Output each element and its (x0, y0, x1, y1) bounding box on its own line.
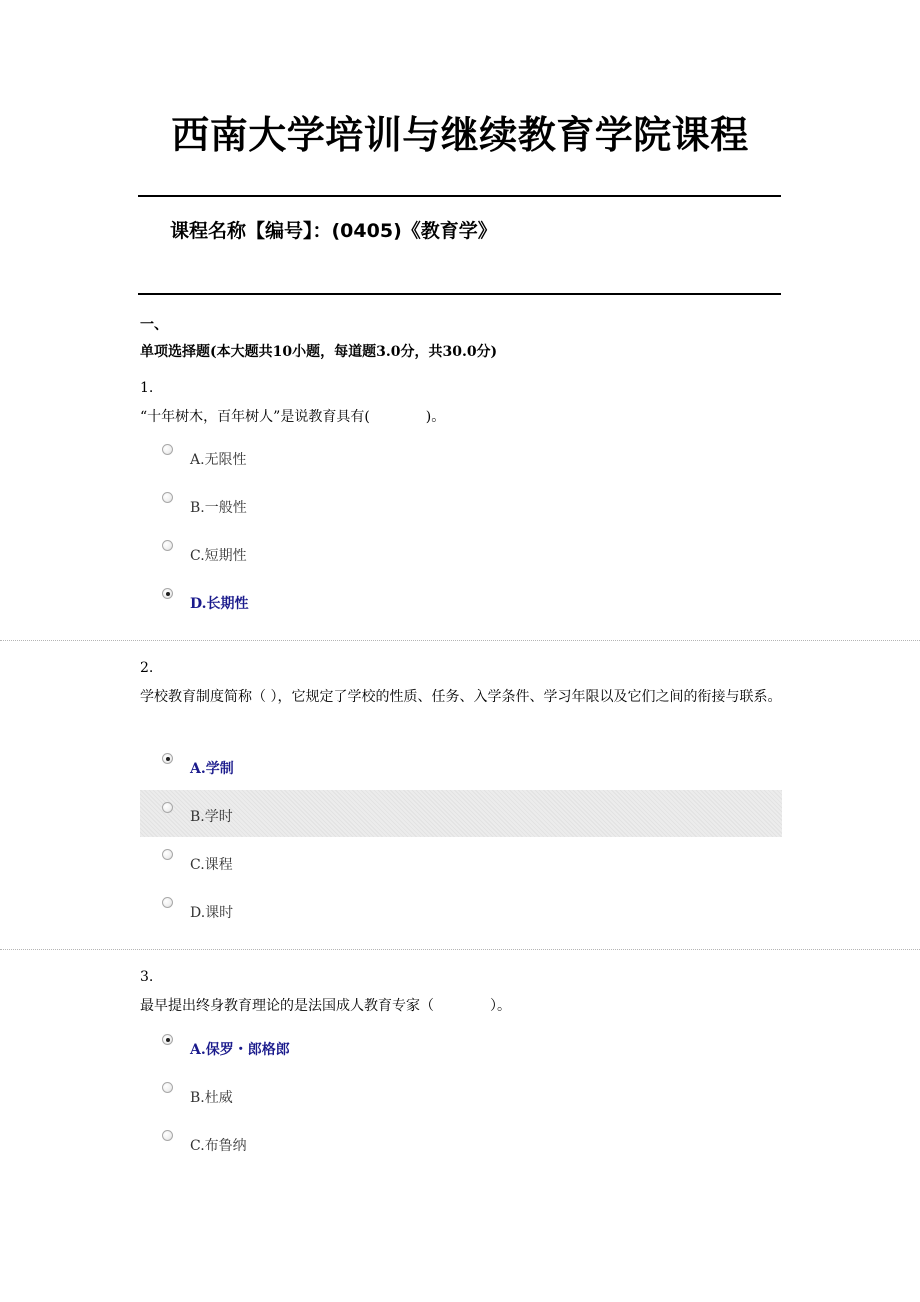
question-text: “十年树木，百年树人”是说教育具有( )。 (140, 409, 446, 425)
option-label: A.无限性 (190, 452, 247, 468)
radio-button[interactable] (162, 1130, 173, 1141)
option-label: A.学制 (190, 761, 234, 777)
answer-option[interactable] (140, 843, 782, 889)
title-divider (138, 195, 781, 197)
answer-option[interactable] (140, 1124, 782, 1170)
course-divider (138, 293, 781, 295)
answer-option[interactable] (140, 438, 782, 484)
question-text: 学校教育制度简称（ ），它规定了学校的性质、任务、入学条件、学习年限以及它们之间的衔接与联系。 (140, 689, 782, 705)
option-label: C.短期性 (190, 548, 247, 564)
question-text: 最早提出终身教育理论的是法国成人教育专家（ ）。 (140, 998, 511, 1014)
answer-option[interactable] (140, 582, 782, 628)
radio-button-checked[interactable] (162, 753, 173, 764)
option-label: D.长期性 (190, 596, 249, 612)
answer-option[interactable] (140, 891, 782, 937)
radio-button[interactable] (162, 540, 173, 551)
answer-option[interactable] (140, 1028, 782, 1074)
answer-option[interactable] (140, 534, 782, 580)
option-label: D.课时 (190, 905, 234, 921)
document-title: 西南大学培训与继续教育学院课程 (171, 113, 749, 157)
option-label: B.杜威 (190, 1090, 233, 1106)
answer-option[interactable] (140, 747, 782, 793)
question-number: 3. (140, 969, 154, 985)
question-number: 1. (140, 380, 154, 396)
option-label: B.一般性 (190, 500, 247, 516)
answer-option[interactable] (140, 486, 782, 532)
radio-button-checked[interactable] (162, 1034, 173, 1045)
radio-button[interactable] (162, 1082, 173, 1093)
option-label: B.学时 (190, 809, 233, 825)
answer-option[interactable] (140, 1076, 782, 1122)
radio-button[interactable] (162, 897, 173, 908)
option-label: A.保罗・郎格郎 (190, 1042, 290, 1058)
radio-button[interactable] (162, 802, 173, 813)
radio-button-checked[interactable] (162, 588, 173, 599)
course-name-heading: 课程名称【编号】：(0405)《教育学》 (170, 220, 497, 242)
radio-button[interactable] (162, 492, 173, 503)
answer-option-hovered[interactable] (140, 790, 782, 837)
section-number: 一、 (140, 317, 168, 333)
question-separator (0, 949, 920, 950)
radio-button[interactable] (162, 444, 173, 455)
option-label: C.布鲁纳 (190, 1138, 247, 1154)
option-label: C.课程 (190, 857, 233, 873)
radio-button[interactable] (162, 849, 173, 860)
section-description: 单项选择题(本大题共10小题，每道题3.0分，共30.0分) (140, 344, 498, 360)
question-separator (0, 640, 920, 641)
question-number: 2. (140, 660, 154, 676)
